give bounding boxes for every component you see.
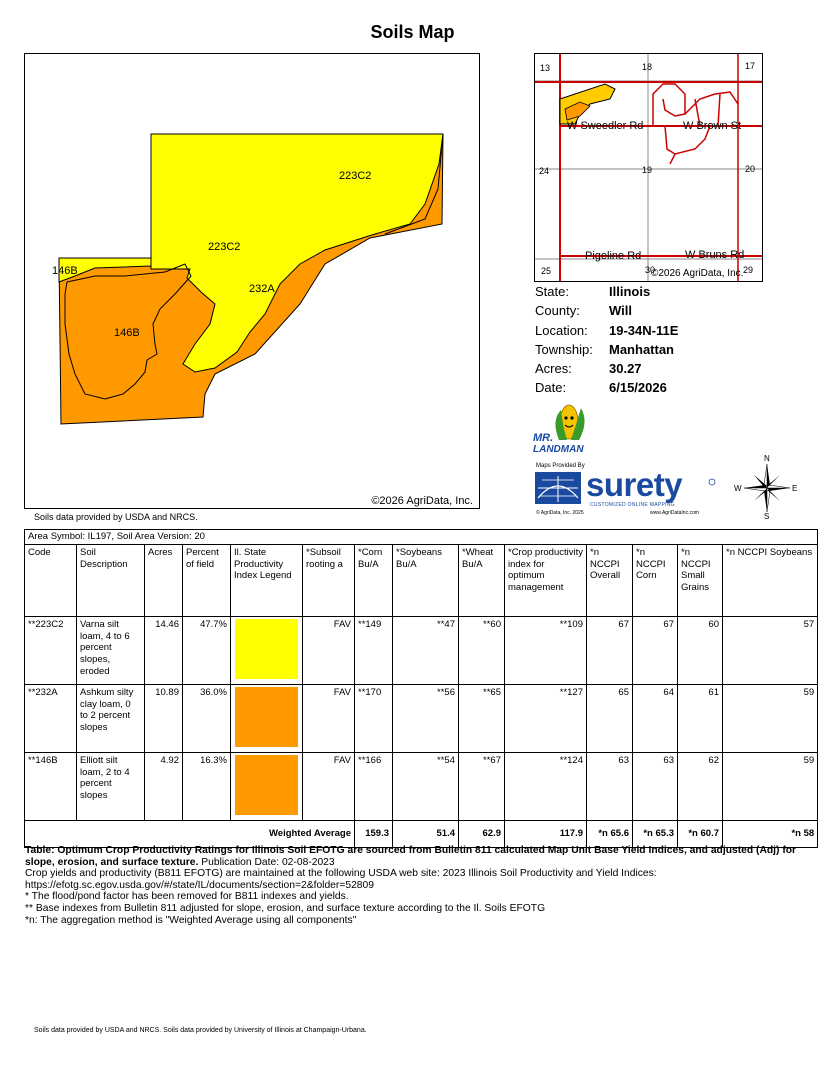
map-label-146b-b: 146B <box>114 327 140 339</box>
cell-nccpi-overall: 63 <box>587 753 633 821</box>
info-value: Will <box>609 303 632 319</box>
road-label-w-bruns: W Bruns Rd <box>685 249 745 261</box>
col-header-legend: Il. State Productivity Index Legend <box>231 545 303 617</box>
field-info <box>535 284 765 400</box>
cell-nccpi-corn: 67 <box>633 617 678 685</box>
cell-subsoil: FAV <box>303 685 355 753</box>
cell-nccpi-small: 60 <box>678 617 723 685</box>
location-map-copyright: ©2026 AgriData, Inc. <box>651 268 744 279</box>
compass-w: W <box>734 484 742 493</box>
info-value: 19-34N-11E <box>609 322 679 338</box>
cell-legend <box>231 685 303 753</box>
wa-crop-index: 117.9 <box>505 821 587 848</box>
bottom-note: Soils data provided by USDA and NRCS. Soils data provided by University of Illinois at Champaign-Urbana. <box>34 1027 367 1034</box>
page-title: Soils Map <box>370 22 455 42</box>
table-row <box>25 617 818 685</box>
cell-nccpi-small: 62 <box>678 753 723 821</box>
table-notes <box>25 845 815 926</box>
info-row-township <box>535 342 765 361</box>
cell-nccpi-overall: 65 <box>587 685 633 753</box>
col-header-soy: *Soybeans Bu/A <box>393 545 459 617</box>
info-row-acres <box>535 361 765 380</box>
section-label-29: 29 <box>743 265 754 275</box>
col-header-nccpi-small: *n NCCPI Small Grains <box>678 545 723 617</box>
landman-text-2: LANDMAN <box>533 444 584 455</box>
surety-wordmark: surety <box>586 466 683 503</box>
cell-wheat: **65 <box>459 685 505 753</box>
info-label: State: <box>535 284 569 299</box>
soils-map[interactable] <box>24 53 480 509</box>
wa-corn: 159.3 <box>355 821 393 848</box>
info-label: Acres: <box>535 361 572 377</box>
notes-line-5: ** Base indexes from Bulletin 811 adjusted for slope, erosion, and surface texture according to the Il. Soils EFOTG <box>25 902 546 914</box>
cell-legend <box>231 753 303 821</box>
cell-corn: **149 <box>355 617 393 685</box>
map-label-146b-a: 146B <box>52 265 78 277</box>
weighted-average-label: Weighted Average <box>25 821 355 848</box>
info-label: Location: <box>535 322 588 338</box>
cell-crop-index: **109 <box>505 617 587 685</box>
map-label-223c2-b: 223C2 <box>208 241 241 253</box>
table-row <box>25 753 818 821</box>
cell-percent: 36.0% <box>183 685 231 753</box>
col-header-nccpi-corn: *n NCCPI Corn <box>633 545 678 617</box>
info-label: Date: <box>535 380 567 396</box>
section-label-18: 18 <box>642 62 653 72</box>
notes-pub-date: Publication Date: 02-08-2023 <box>198 856 335 868</box>
col-header-code: Code <box>25 545 77 617</box>
cell-nccpi-overall: 67 <box>587 617 633 685</box>
cell-nccpi-soy: 57 <box>723 617 818 685</box>
cell-desc: Ashkum silty clay loam, 0 to 2 percent slopes <box>77 685 145 753</box>
col-header-acres: Acres <box>145 545 183 617</box>
col-header-subsoil: *Subsoil rooting a <box>303 545 355 617</box>
cell-crop-index: **127 <box>505 685 587 753</box>
col-header-nccpi-soy: *n NCCPI Soybeans <box>723 545 818 617</box>
cell-nccpi-soy: 59 <box>723 685 818 753</box>
cell-wheat: **67 <box>459 753 505 821</box>
wa-nccpi-overall: *n 65.6 <box>587 821 633 848</box>
cell-code: **232A <box>25 685 77 753</box>
cell-nccpi-corn: 63 <box>633 753 678 821</box>
cell-corn: **170 <box>355 685 393 753</box>
table-row <box>25 685 818 753</box>
section-label-20: 20 <box>745 164 756 174</box>
road-label-w-sweedler: W Sweedler Rd <box>567 120 644 132</box>
info-value: 6/15/2026 <box>609 380 667 396</box>
surety-tagline: CUSTOMIZED ONLINE MAPPING <box>590 502 675 508</box>
section-label-17: 17 <box>745 61 756 71</box>
mr-landman-logo <box>531 400 601 458</box>
cell-acres: 10.89 <box>145 685 183 753</box>
legend-swatch <box>235 687 298 747</box>
soils-data-note: Soils data provided by USDA and NRCS. <box>34 512 198 522</box>
col-header-corn: *Corn Bu/A <box>355 545 393 617</box>
info-row-location <box>535 323 765 342</box>
wa-nccpi-soy: *n 58 <box>723 821 818 848</box>
cell-desc: Elliott silt loam, 2 to 4 percent slopes <box>77 753 145 821</box>
cell-soy: **47 <box>393 617 459 685</box>
cell-subsoil: FAV <box>303 617 355 685</box>
info-row-date <box>535 380 765 399</box>
weighted-average-row <box>25 821 818 848</box>
cell-crop-index: **124 <box>505 753 587 821</box>
road-label-w-brown: W Brown St <box>683 120 742 132</box>
wa-nccpi-small: *n 60.7 <box>678 821 723 848</box>
cell-nccpi-small: 61 <box>678 685 723 753</box>
location-map[interactable] <box>534 53 763 282</box>
col-header-wheat: *Wheat Bu/A <box>459 545 505 617</box>
cell-legend <box>231 617 303 685</box>
landman-text-1: MR. <box>533 432 554 444</box>
section-label-25: 25 <box>541 266 552 276</box>
cell-subsoil: FAV <box>303 753 355 821</box>
notes-link[interactable]: https://efotg.sc.egov.usda.gov/#/state/IL/documents/section=2&folder=52809 <box>25 879 374 891</box>
col-header-percent: Percent of field <box>183 545 231 617</box>
info-row-county <box>535 303 765 322</box>
info-value: Illinois <box>609 284 651 299</box>
info-row-state <box>535 284 765 303</box>
cell-wheat: **60 <box>459 617 505 685</box>
legend-swatch <box>235 619 298 679</box>
cell-percent: 16.3% <box>183 753 231 821</box>
section-label-24: 24 <box>539 166 550 176</box>
wa-soy: 51.4 <box>393 821 459 848</box>
cell-soy: **56 <box>393 685 459 753</box>
info-value: Manhattan <box>609 341 674 357</box>
map-label-232a: 232A <box>249 283 275 295</box>
notes-line-1 <box>25 845 815 868</box>
cell-acres: 14.46 <box>145 617 183 685</box>
surety-foot-right: www.AgriDataInc.com <box>650 510 699 516</box>
notes-bold: Table: Optimum Crop Productivity Ratings for Illinois Soil EFOTG are sourced from Bulletin 811 calculated Map Unit Base Yield Indices, and adjusted (Adj) for slope, erosion, and surface texture. <box>25 845 797 868</box>
cell-soy: **54 <box>393 753 459 821</box>
map-copyright: ©2026 AgriData, Inc. <box>371 495 473 507</box>
section-label-30: 30 <box>645 265 656 275</box>
notes-line-4: * The flood/pond factor has been removed for B811 indexes and yields. <box>25 891 349 903</box>
soils-map-canvas <box>25 54 479 508</box>
notes-line-2: Crop yields and productivity (B811 EFOTG) are maintained at the following USDA web site: 2023 Illinois Soil Productivity and Yield Indices: <box>25 868 657 880</box>
cell-code: **146B <box>25 753 77 821</box>
compass-rose-icon <box>736 456 798 520</box>
cell-nccpi-soy: 59 <box>723 753 818 821</box>
legend-swatch <box>235 755 298 815</box>
compass-s: S <box>764 512 770 521</box>
info-label: County: <box>535 303 580 319</box>
soils-table <box>24 529 818 848</box>
area-symbol: Area Symbol: IL197, Soil Area Version: 20 <box>25 530 818 545</box>
compass-n: N <box>764 454 770 463</box>
wa-nccpi-corn: *n 65.3 <box>633 821 678 848</box>
maps-provided-by: Maps Provided By <box>536 463 585 469</box>
cell-percent: 47.7% <box>183 617 231 685</box>
section-label-13: 13 <box>540 63 551 73</box>
map-label-223c2-a: 223C2 <box>339 170 372 182</box>
road-label-pigeline: Pigeline Rd <box>585 250 642 262</box>
info-label: Township: <box>535 341 593 357</box>
compass-e: E <box>792 484 798 493</box>
col-header-desc: Soil Description <box>77 545 145 617</box>
cell-nccpi-corn: 64 <box>633 685 678 753</box>
info-value: 30.27 <box>609 361 642 377</box>
notes-line-6: *n: The aggregation method is "Weighted Average using all components" <box>25 914 357 926</box>
surety-foot-left: © AgriData, Inc. 2025 <box>536 510 584 516</box>
cell-acres: 4.92 <box>145 753 183 821</box>
col-header-nccpi-overall: *n NCCPI Overall <box>587 545 633 617</box>
col-header-crop-index: *Crop productivity index for optimum management <box>505 545 587 617</box>
section-label-19: 19 <box>642 165 653 175</box>
wa-wheat: 62.9 <box>459 821 505 848</box>
cell-corn: **166 <box>355 753 393 821</box>
cell-desc: Varna silt loam, 4 to 6 percent slopes, eroded <box>77 617 145 685</box>
cell-code: **223C2 <box>25 617 77 685</box>
